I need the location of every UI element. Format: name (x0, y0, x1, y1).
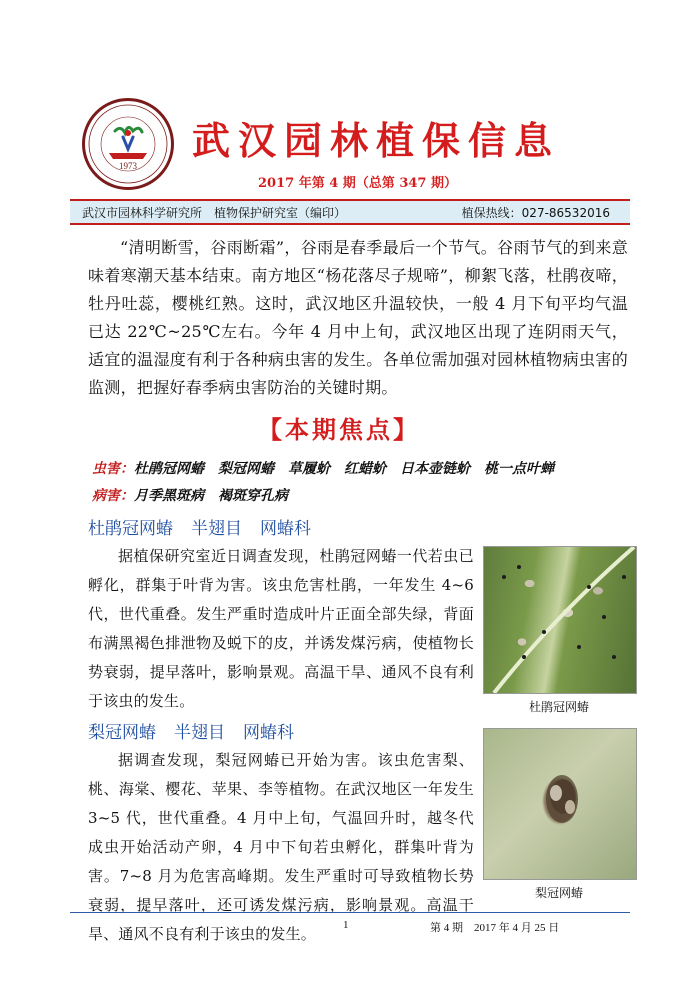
section-pest-name: 梨冠网蝽 (88, 723, 156, 743)
photo-caption: 杜鹃冠网蝽 (528, 700, 589, 714)
photo-caption: 梨冠网蝽 (534, 886, 583, 900)
section-pest-name: 杜鹃冠网蝽 (88, 519, 173, 539)
insect-icon (484, 729, 636, 879)
pests-line (92, 458, 554, 478)
pest-photo (483, 728, 637, 880)
page-title: 武汉园林植保信息 (192, 118, 561, 163)
pests-label: 虫害： (92, 461, 134, 477)
pest-photo (483, 546, 637, 694)
hotline: 植保热线：027-86532016 (461, 206, 610, 220)
section-title (88, 718, 312, 743)
page-number: 1 (343, 919, 349, 931)
section-family: 网蝽科 (260, 519, 311, 539)
section-family: 网蝽科 (243, 723, 294, 743)
section-paragraph: 据植保研究室近日调查发现，杜鹃冠网蝽一代若虫已孵化，群集于叶背为害。该虫危害杜鹃，一年发生 4~6 代，世代重叠。发生严重时造成叶片正面全部失绿，背面布满黑褐色排泄物及蜕下的皮，并诱发煤污病，使植物长势衰弱，提早落叶，影响景观。高温干旱、通风不良有利于该虫的发生。 (88, 547, 474, 710)
leaf-vein-icon (484, 547, 636, 693)
issue-number: 2017 年第 4 期（总第 347 期） (258, 176, 457, 191)
logo-year: 1973 (119, 161, 137, 171)
footer-divider (70, 912, 630, 913)
logo-emblem-icon (85, 101, 171, 187)
section-title (88, 514, 329, 539)
focus-heading: 【本期焦点】 (258, 415, 420, 444)
diseases-label: 病害： (92, 488, 134, 504)
footer-issue-date: 第 4 期 2017 年 4 月 25 日 (430, 922, 560, 934)
section-order: 半翅目 (174, 723, 225, 743)
diseases-list: 月季黑斑病 褐斑穿孔病 (134, 488, 288, 504)
header-bar (70, 199, 630, 225)
diseases-line (92, 485, 288, 505)
section-paragraph: 据调查发现，梨冠网蝽已开始为害。该虫危害梨、桃、海棠、樱花、苹果、李等植物。在武汉地区一年发生 3~5 代，世代重叠。4 月中上旬，气温回升时，越冬代成虫开始活动产卵，4 月中下旬若虫孵化，群集叶背为害。7~8 月为危害高峰期。发生严重时可导致植物长势衰弱，提早落叶，还可诱发煤污病，影响景观。高温干旱、通风不良有利于该虫的发生。 (88, 751, 474, 943)
section-order: 半翅目 (191, 519, 242, 539)
intro-paragraph: “清明断雪，谷雨断霜”，谷雨是春季最后一个节气。谷雨节气的到来意味着寒潮天基本结束。南方地区“杨花落尽子规啼”，柳絮飞落，杜鹃夜啼，牡丹吐蕊，樱桃红熟。这时，武汉地区升温较快，一般 4 月下旬平均气温已达 22℃~25℃左右。今年 4 月中上旬，武汉地区出现了连阴雨天气，适宜的温湿度有利于各种病虫害的发生。各单位需加强对园林植物病虫害的监测，把握好春季病虫害防治的关键时期。 (88, 238, 628, 397)
institute-logo (82, 98, 174, 190)
pests-list: 杜鹃冠网蝽 梨冠网蝽 草履蚧 红蜡蚧 日本壶链蚧 桃一点叶蝉 (134, 461, 554, 477)
publisher-org: 武汉市园林科学研究所 植物保护研究室（编印） (82, 206, 347, 220)
